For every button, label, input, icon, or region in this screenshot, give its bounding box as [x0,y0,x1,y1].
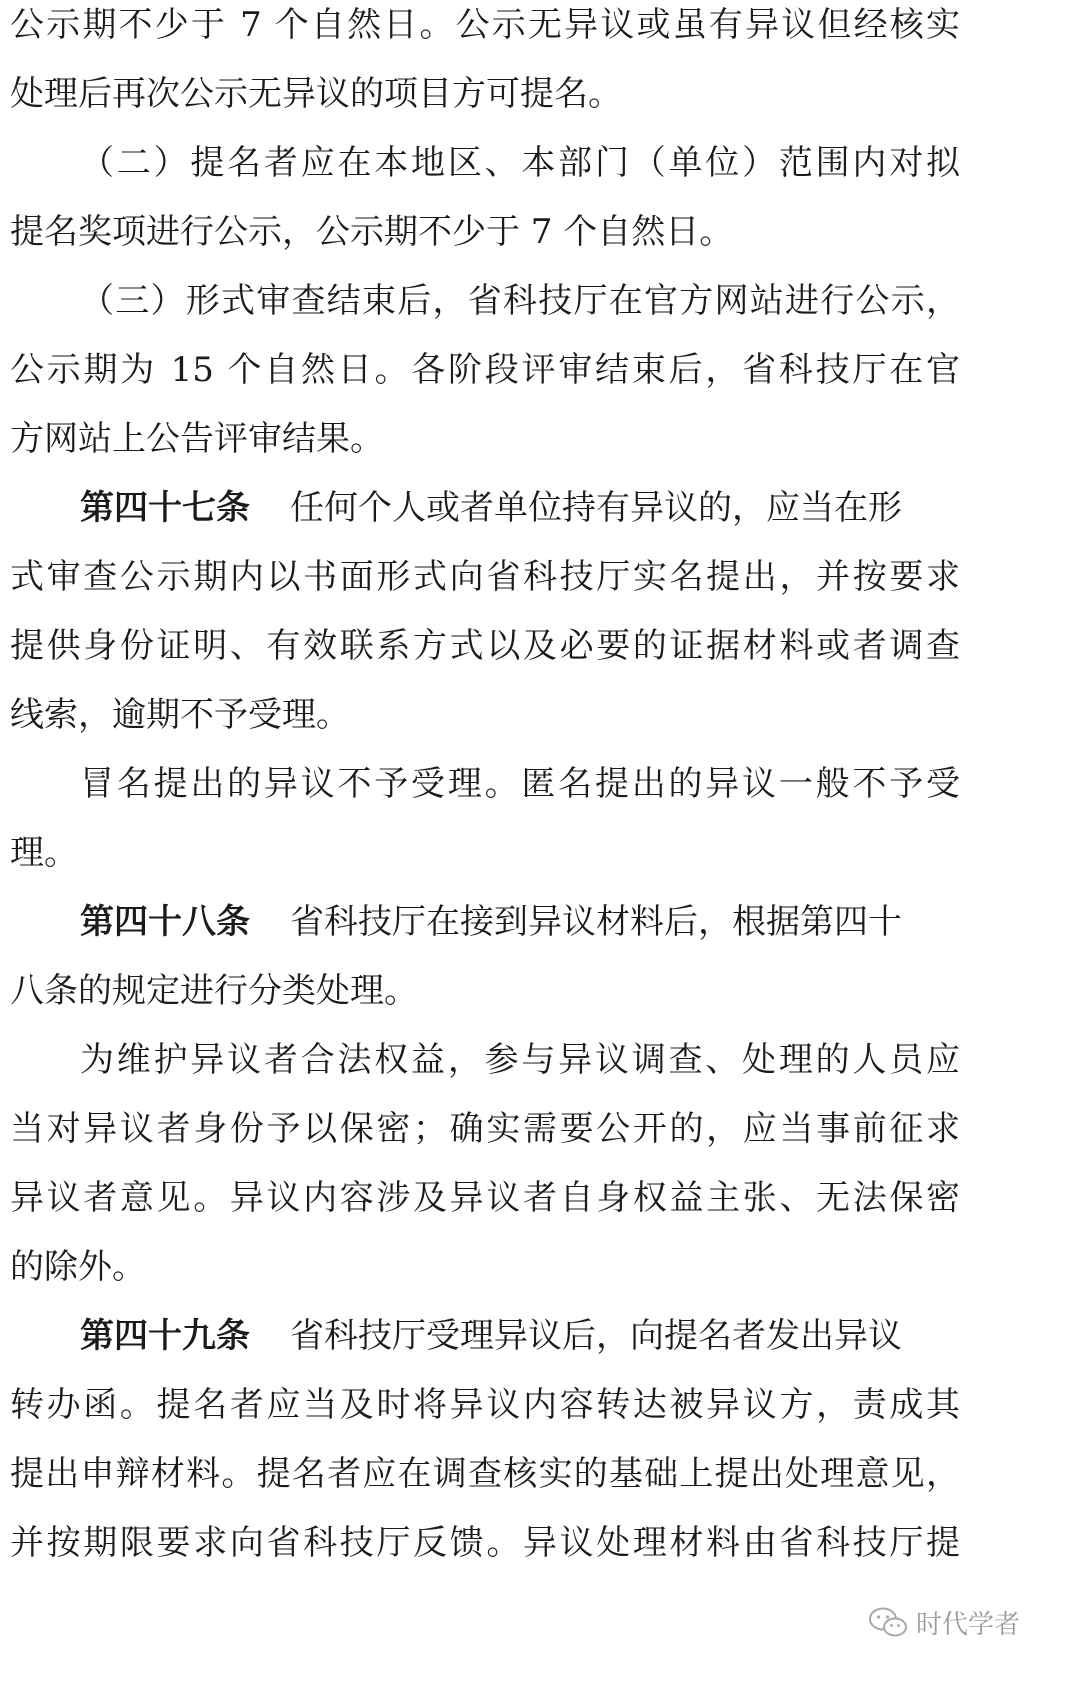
paragraph-line [10,1242,146,1292]
line-text: 转办函。提名者应当及时将异议内容转达被异议方，责成其 [10,1385,960,1425]
paragraph-line [10,828,78,878]
paragraph-line [10,1518,960,1568]
paragraph-line [10,690,350,740]
line-text: 提供身份证明、有效联系方式以及必要的证据材料或者调查 [10,626,960,666]
paragraph-line [80,759,960,809]
paragraph-line [10,414,384,464]
paragraph-line [10,207,733,257]
watermark [868,1604,1020,1641]
paragraph-line [80,276,960,326]
paragraph-line [10,1173,960,1223]
line-text: 方网站上公告评审结果。 [10,419,384,459]
paragraph-line [10,345,960,395]
paragraph-line [10,621,960,671]
wechat-icon [868,1606,908,1640]
line-text: 冒名提出的异议不予受理。匿名提出的异议一般不予受 [80,764,960,804]
article-heading: 第四十九条 [80,1316,250,1356]
paragraph-line [10,966,418,1016]
line-text: 当对异议者身份予以保密；确实需要公开的，应当事前征求 [10,1109,960,1149]
watermark-text: 时代学者 [915,1610,1020,1640]
line-text: 公示期不少于 7 个自然日。公示无异议或虽有异议但经核实 [10,5,960,45]
line-text: 为维护异议者合法权益，参与异议调查、处理的人员应 [80,1040,960,1080]
paragraph-line [10,0,960,50]
paragraph-line [80,1035,960,1085]
article-49-line [80,1311,902,1361]
line-text: 提出申辩材料。提名者应在调查核实的基础上提出处理意见， [10,1454,960,1494]
article-heading: 第四十七条 [80,488,250,528]
line-text: 线索，逾期不予受理。 [10,695,350,735]
article-heading: 第四十八条 [80,902,250,942]
line-text: 理。 [10,833,78,873]
article-47-line [80,483,902,533]
paragraph-line [10,1104,960,1154]
line-text: 式审查公示期内以书面形式向省科技厅实名提出，并按要求 [10,557,960,597]
paragraph-line [10,69,622,119]
line-text: 公示期为 15 个自然日。各阶段评审结束后，省科技厅在官 [10,350,960,390]
line-text: 并按期限要求向省科技厅反馈。异议处理材料由省科技厅提 [10,1523,960,1563]
article-48-line [80,897,902,947]
line-text: 的除外。 [10,1247,146,1287]
paragraph-line [10,552,960,602]
line-text: 八条的规定进行分类处理。 [10,971,418,1011]
paragraph-line [10,1380,960,1430]
line-text: 任何个人或者单位持有异议的，应当在形 [290,488,902,528]
line-text: 省科技厅在接到异议材料后，根据第四十 [290,902,902,942]
line-text: 异议者意见。异议内容涉及异议者自身权益主张、无法保密 [10,1178,960,1218]
line-text: 省科技厅受理异议后，向提名者发出异议 [290,1316,902,1356]
line-text: （三）形式审查结束后，省科技厅在官方网站进行公示， [80,281,960,321]
paragraph-line [80,138,960,188]
line-text: 处理后再次公示无异议的项目方可提名。 [10,74,622,114]
paragraph-line [10,1449,960,1499]
line-text: 提名奖项进行公示，公示期不少于 7 个自然日。 [10,212,734,252]
line-text: （二）提名者应在本地区、本部门（单位）范围内对拟 [80,143,960,183]
